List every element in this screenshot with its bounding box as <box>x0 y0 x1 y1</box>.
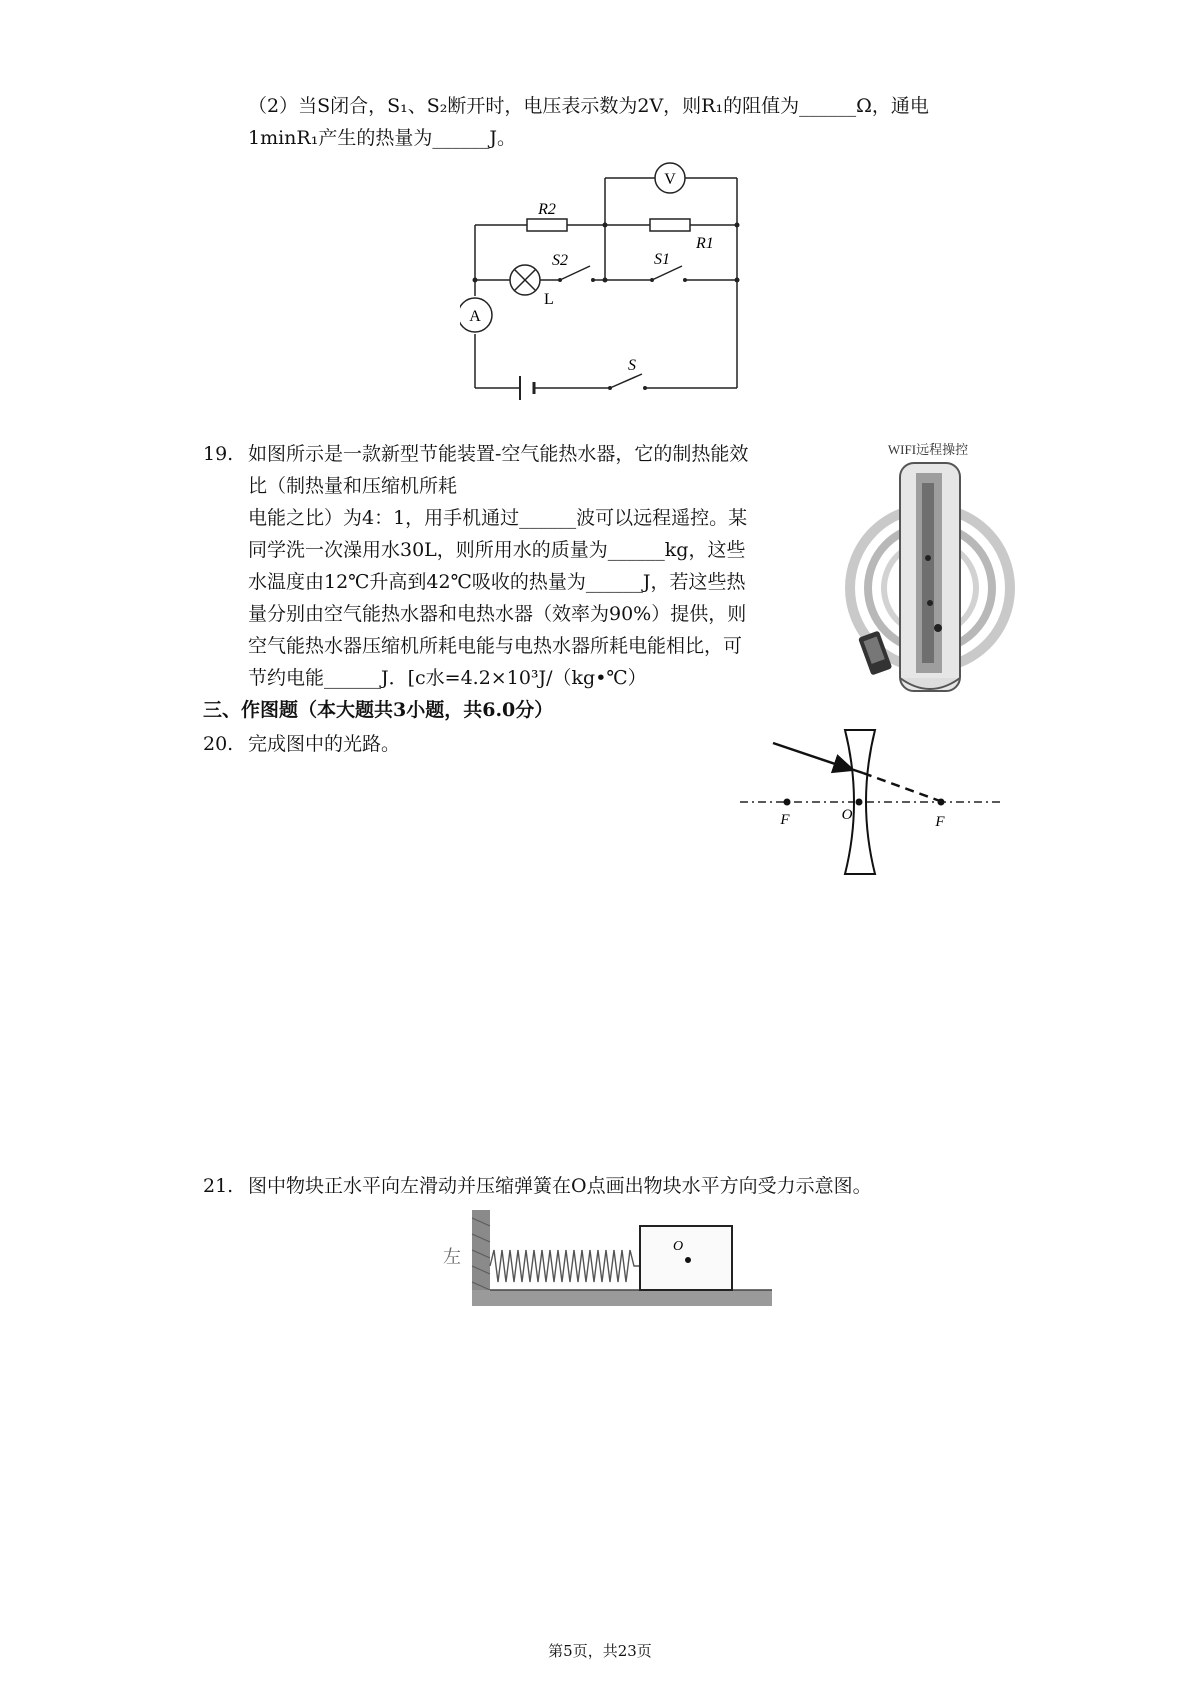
q19-line-3: 电能之比）为4：1，用手机通过______波可以远程遥控。某 <box>248 507 748 529</box>
q19-line-7: 空气能热水器压缩机所耗电能与电热水器所耗电能相比，可 <box>248 635 743 657</box>
q19-line-2: 比（制热量和压缩机所耗 <box>248 475 458 497</box>
s1-label: S1 <box>654 251 670 268</box>
point-o-label: O <box>672 1239 684 1254</box>
q19-line-4: 同学洗一次澡用水30L，则所用水的质量为______kg，这些 <box>248 539 746 561</box>
q21-number: 21. <box>203 1175 234 1197</box>
heater-image-caption: WIFI远程操控 <box>887 442 969 457</box>
compressed-spring <box>490 1250 640 1282</box>
r2-label: R2 <box>538 201 556 218</box>
s1-switch <box>652 266 682 280</box>
s-switch <box>610 374 642 388</box>
q20-number: 20. <box>203 733 234 755</box>
air-heater-photo <box>838 438 1018 698</box>
focal-point-left <box>784 799 791 806</box>
voltmeter-label: V <box>664 171 676 188</box>
spring-block-diagram <box>430 1208 780 1308</box>
optical-center <box>856 799 863 806</box>
q19-line-8: 节约电能______J．[c水=4.2×10³J/（kg•℃） <box>248 667 647 689</box>
r1-resistor <box>650 219 690 231</box>
q19-number: 19. <box>203 443 234 465</box>
r1-label: R1 <box>696 235 714 252</box>
q18-part2-line2: 1minR₁产生的热量为______J。 <box>248 127 516 149</box>
focal-left-label: F <box>780 812 790 828</box>
s2-label: S2 <box>552 252 568 269</box>
q19-line-1: 如图所示是一款新型节能装置-空气能热水器，它的制热能效 <box>248 443 749 465</box>
q20-text: 完成图中的光路。 <box>248 733 401 755</box>
incident-ray <box>773 743 853 770</box>
ammeter-label: A <box>469 308 481 325</box>
left-direction-label: 左 <box>443 1247 461 1267</box>
focal-point-right <box>938 799 945 806</box>
q18-part2-line1: （2）当S闭合，S₁、S₂断开时，电压表示数为2V，则R₁的阻值为______Ω，通电 <box>248 95 929 117</box>
q21-text: 图中物块正水平向左滑动并压缩弹簧在O点画出物块水平方向受力示意图。 <box>248 1175 872 1197</box>
circuit-diagram <box>460 160 760 400</box>
concave-lens-diagram <box>735 722 1005 882</box>
section-3-heading: 三、作图题（本大题共3小题，共6.0分） <box>203 699 554 721</box>
focal-right-label: F <box>935 814 945 830</box>
s-label: S <box>628 357 636 374</box>
q19-line-6: 量分别由空气能热水器和电热水器（效率为90%）提供，则 <box>248 603 747 625</box>
dashed-extension <box>863 773 940 801</box>
floor <box>472 1290 772 1306</box>
r2-resistor <box>527 219 567 231</box>
page-footer: 第5页，共23页 <box>548 1642 652 1660</box>
lamp-label: L <box>544 291 554 308</box>
optical-center-label: O <box>841 807 853 823</box>
point-o <box>685 1257 691 1263</box>
q19-line-5: 水温度由12℃升高到42℃吸收的热量为______J，若这些热 <box>248 571 746 593</box>
